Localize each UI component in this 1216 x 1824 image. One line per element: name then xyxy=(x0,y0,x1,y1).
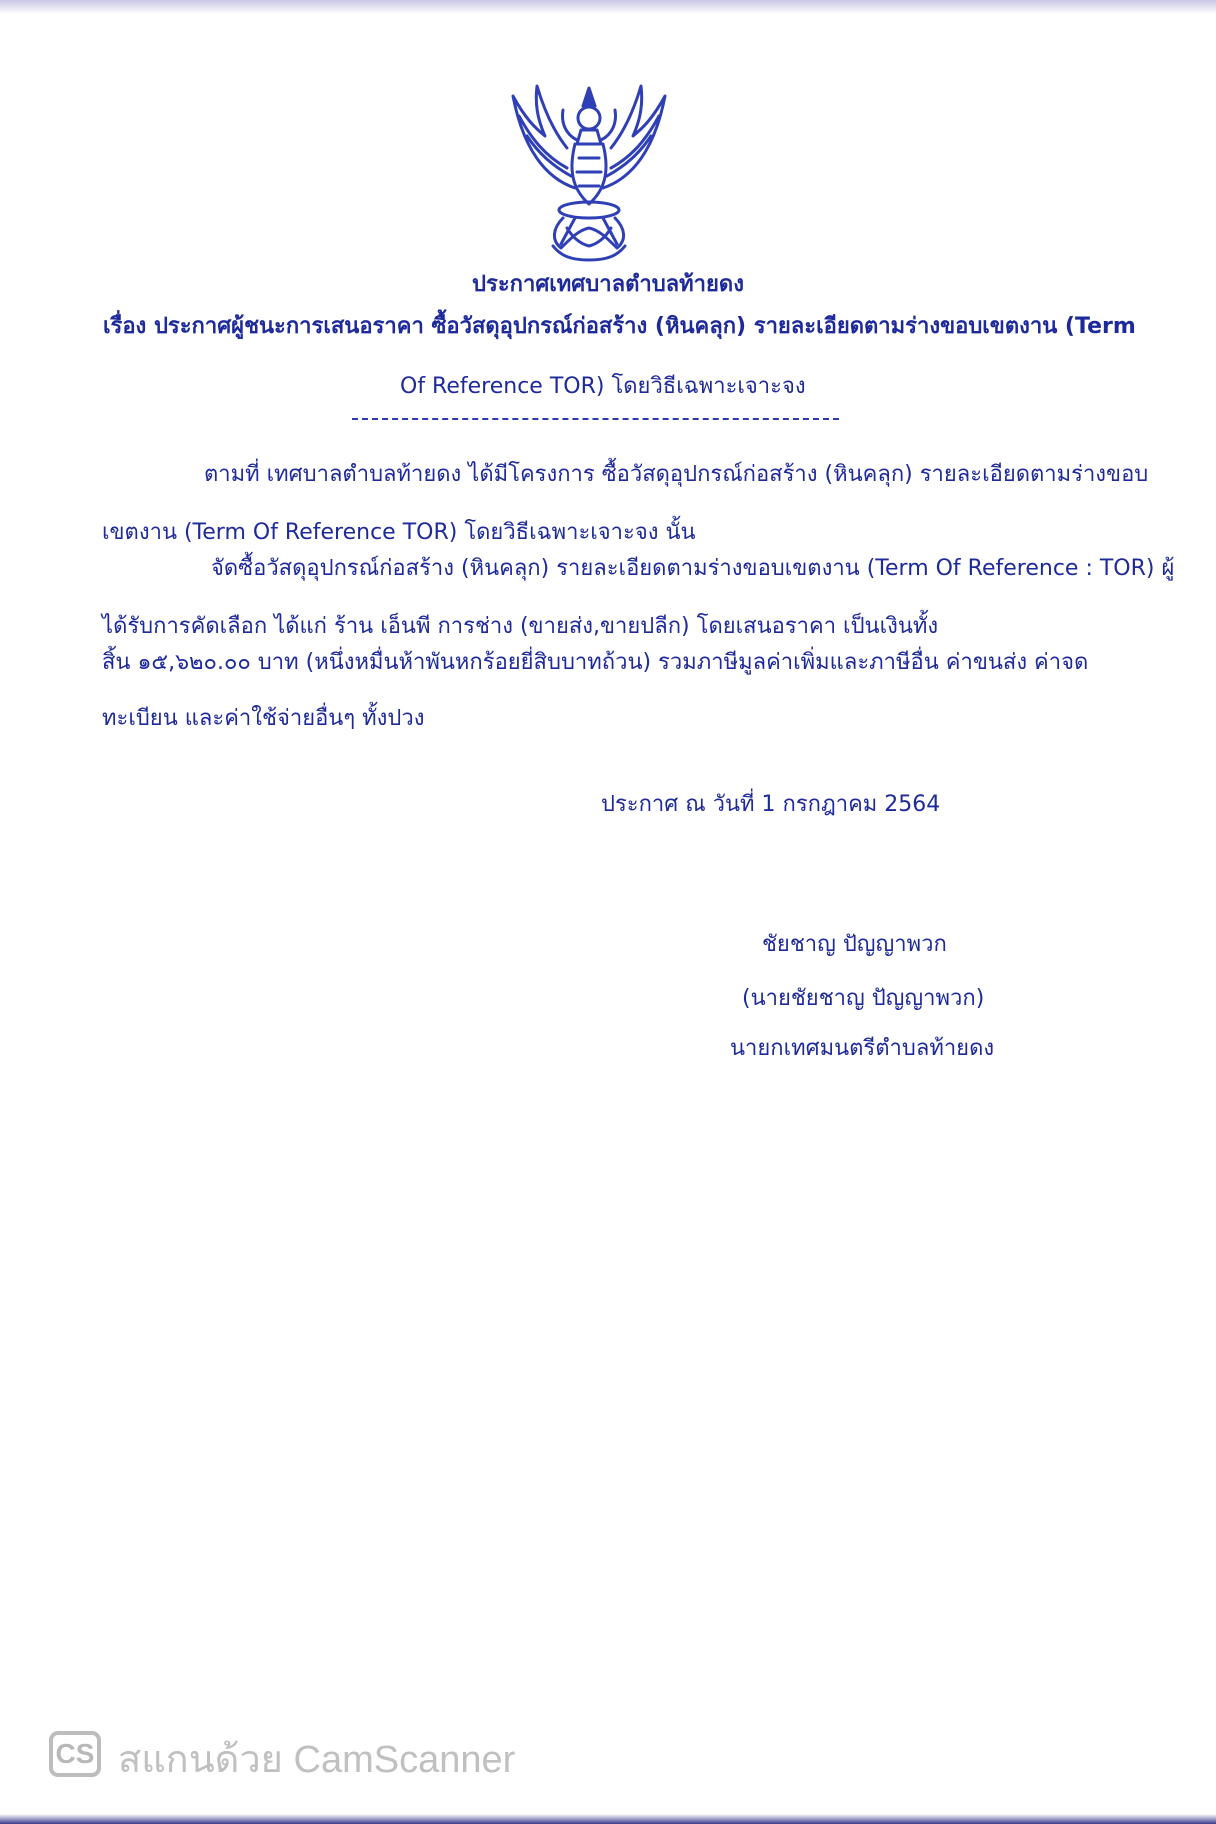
paragraph-2-line-1: จัดซื้อวัสดุอุปกรณ์ก่อสร้าง (หินคลุก) รายละเอียดตามร่างขอบเขตงาน (Term Of Reference : TOR) ผู้ xyxy=(211,556,1175,581)
subject-line-2: Of Reference TOR) โดยวิธีเฉพาะเจาะจง xyxy=(400,374,806,399)
garuda-emblem-icon xyxy=(505,78,673,264)
paragraph-1-line-2: เขตงาน (Term Of Reference TOR) โดยวิธีเฉพาะเจาะจง นั้น xyxy=(102,520,696,545)
subject-line-1: เรื่อง ประกาศผู้ชนะการเสนอราคา ซื้อวัสดุอุปกรณ์ก่อสร้าง (หินคลุก) รายละเอียดตามร่างขอบเขตงาน (Term xyxy=(103,314,1136,339)
paragraph-2-line-4: ทะเบียน และค่าใช้จ่ายอื่นๆ ทั้งปวง xyxy=(102,706,425,731)
paragraph-2-line-3: สิ้น ๑๕,๖๒๐.๐๐ บาท (หนึ่งหมื่นห้าพันหกร้อยยี่สิบบาทถ้วน) รวมภาษีมูลค่าเพิ่มและภาษีอื่น ค่าขนส่ง ค่าจด xyxy=(102,650,1089,675)
camscanner-logo-icon: CS xyxy=(49,1731,101,1777)
announcement-date: ประกาศ ณ วันที่ 1 กรกฎาคม 2564 xyxy=(601,792,941,817)
signatory-full-name: (นายชัยชาญ ปัญญาพวก) xyxy=(742,986,985,1011)
paragraph-2-line-2: ได้รับการคัดเลือก ได้แก่ ร้าน เอ็นพี การช่าง (ขายส่ง,ขายปลีก) โดยเสนอราคา เป็นเงินทั้ง xyxy=(102,614,939,639)
divider-line xyxy=(352,418,839,420)
document-title: ประกาศเทศบาลตำบลท้ายดง xyxy=(472,272,744,297)
signatory-position: นายกเทศมนตรีตำบลท้ายดง xyxy=(730,1036,995,1061)
scan-edge-bottom xyxy=(0,1814,1216,1824)
paragraph-1-line-1: ตามที่ เทศบาลตำบลท้ายดง ได้มีโครงการ ซื้อวัสดุอุปกรณ์ก่อสร้าง (หินคลุก) รายละเอียดตามร่างขอบ xyxy=(204,462,1149,487)
signature-name: ชัยชาญ ปัญญาพวก xyxy=(762,932,947,957)
camscanner-watermark: สแกนด้วย CamScanner xyxy=(118,1739,516,1781)
